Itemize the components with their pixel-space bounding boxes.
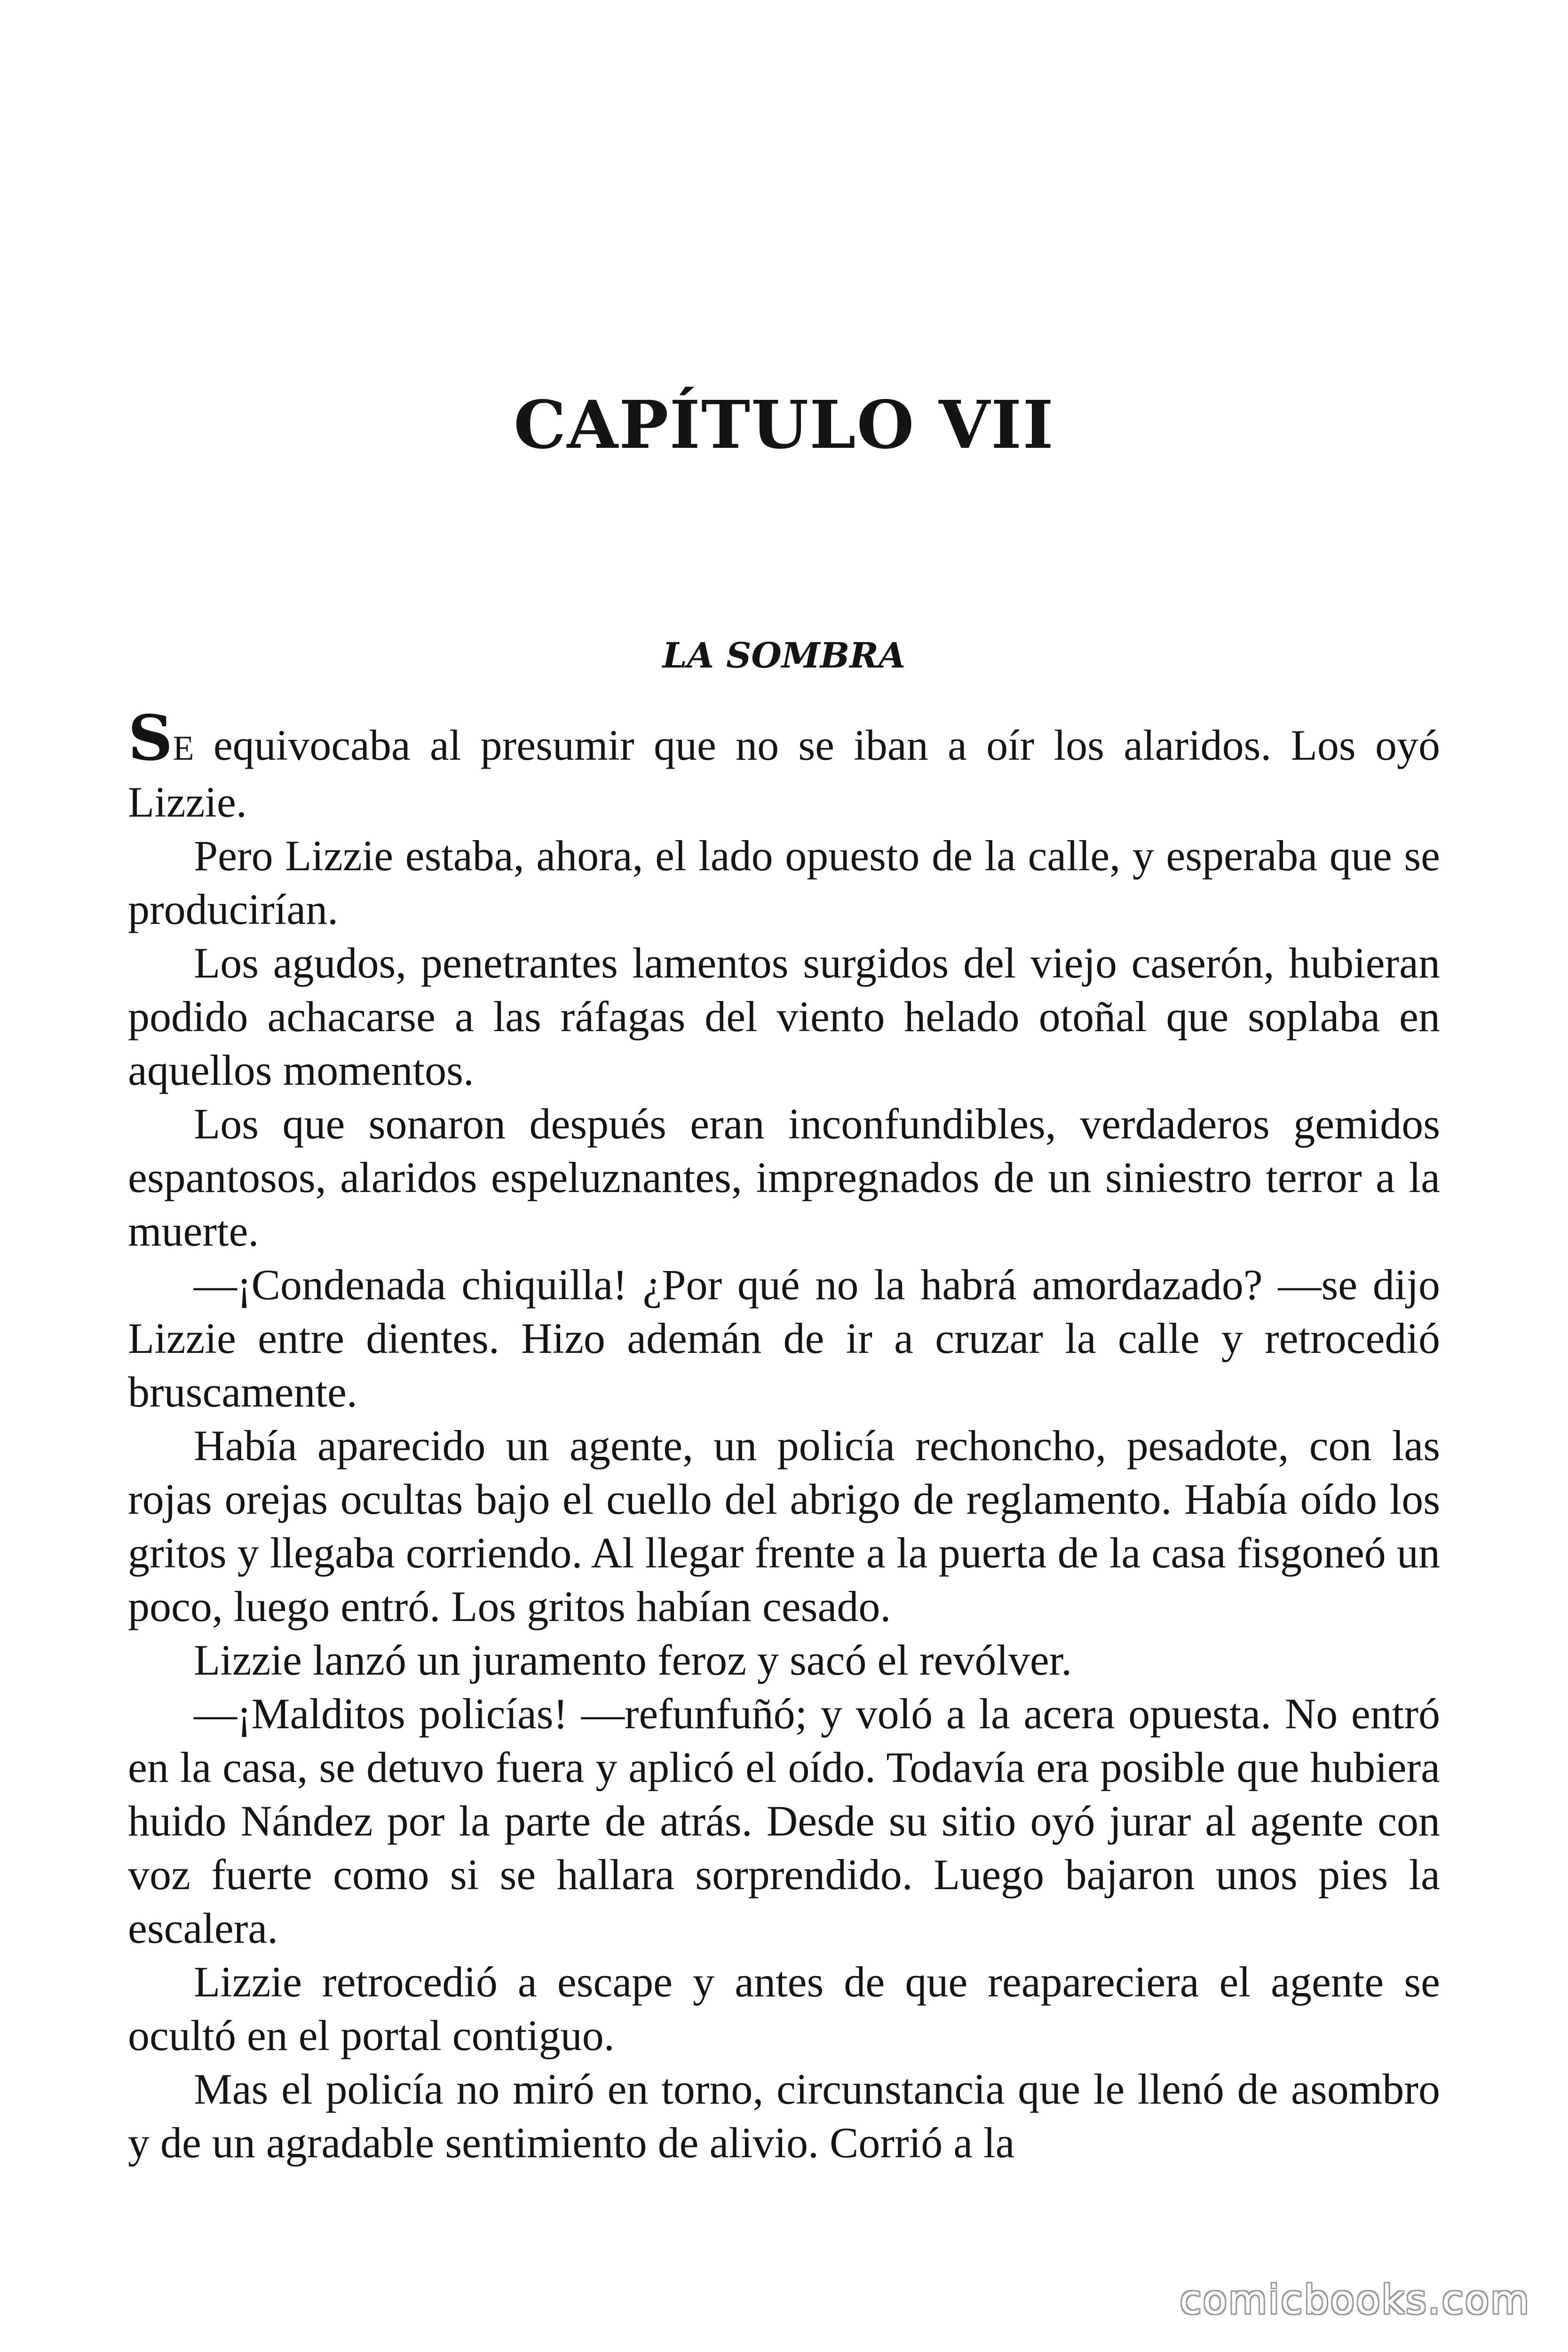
drop-cap: S [128, 702, 173, 775]
paragraph: —¡Condenada chiquilla! ¿Por qué no la habrá amordazado? —se dijo Lizzie entre dientes. Hizo ademán de ir a cruzar la calle y retrocedió bruscamente. [128, 1261, 1440, 1416]
paragraph: Pero Lizzie estaba, ahora, el lado opuesto de la calle, y esperaba que se producirían. [128, 832, 1440, 933]
paragraph: Lizzie lanzó un juramento feroz y sacó el revólver. [194, 1636, 1072, 1684]
paragraph: Los agudos, penetrantes lamentos surgidos del viejo caserón, hubieran podido achacarse a las ráfagas del viento helado otoñal que soplaba en aquellos momentos. [128, 939, 1440, 1094]
small-cap: E [173, 729, 194, 768]
body-text [128, 702, 1440, 2169]
paragraph-first [128, 702, 1440, 829]
paragraph: Los que sonaron después eran inconfundibles, verdaderos gemidos espantosos, alaridos espeluznantes, impregnados de un siniestro terror a la muerte. [128, 1100, 1440, 1255]
paragraph: Lizzie retrocedió a escape y antes de que reapareciera el agente se ocultó en el portal contiguo. [128, 1958, 1440, 2059]
paragraph-text: equivocaba al presumir que no se iban a oír los alaridos. Los oyó Lizzie. [128, 721, 1440, 826]
watermark: comicbooks.com [1180, 2277, 1530, 2323]
paragraph: Había aparecido un agente, un policía rechoncho, pesadote, con las rojas orejas ocultas bajo el cuello del abrigo de reglamento. Había oído los gritos y llegaba corriendo. Al llegar frente a la puerta de la casa fisgoneó un poco, luego entró. Los gritos habían cesado. [128, 1422, 1440, 1630]
chapter-title: CAPÍTULO VII [514, 387, 1054, 464]
paragraph: —¡Malditos policías! —refunfuñó; y voló a la acera opuesta. No entró en la casa, se detuvo fuera y aplicó el oído. Todavía era posible que hubiera huido Nández por la parte de atrás. Desde su sitio oyó jurar al agente con voz fuerte como si se hallara sorprendido. Luego bajaron unos pies la escalera. [128, 1690, 1440, 1952]
chapter-subtitle: LA SOMBRA [662, 636, 906, 676]
paragraph: Mas el policía no miró en torno, circunstancia que le llenó de asombro y de un agradable sentimiento de alivio. Corrió a la [128, 2065, 1440, 2167]
